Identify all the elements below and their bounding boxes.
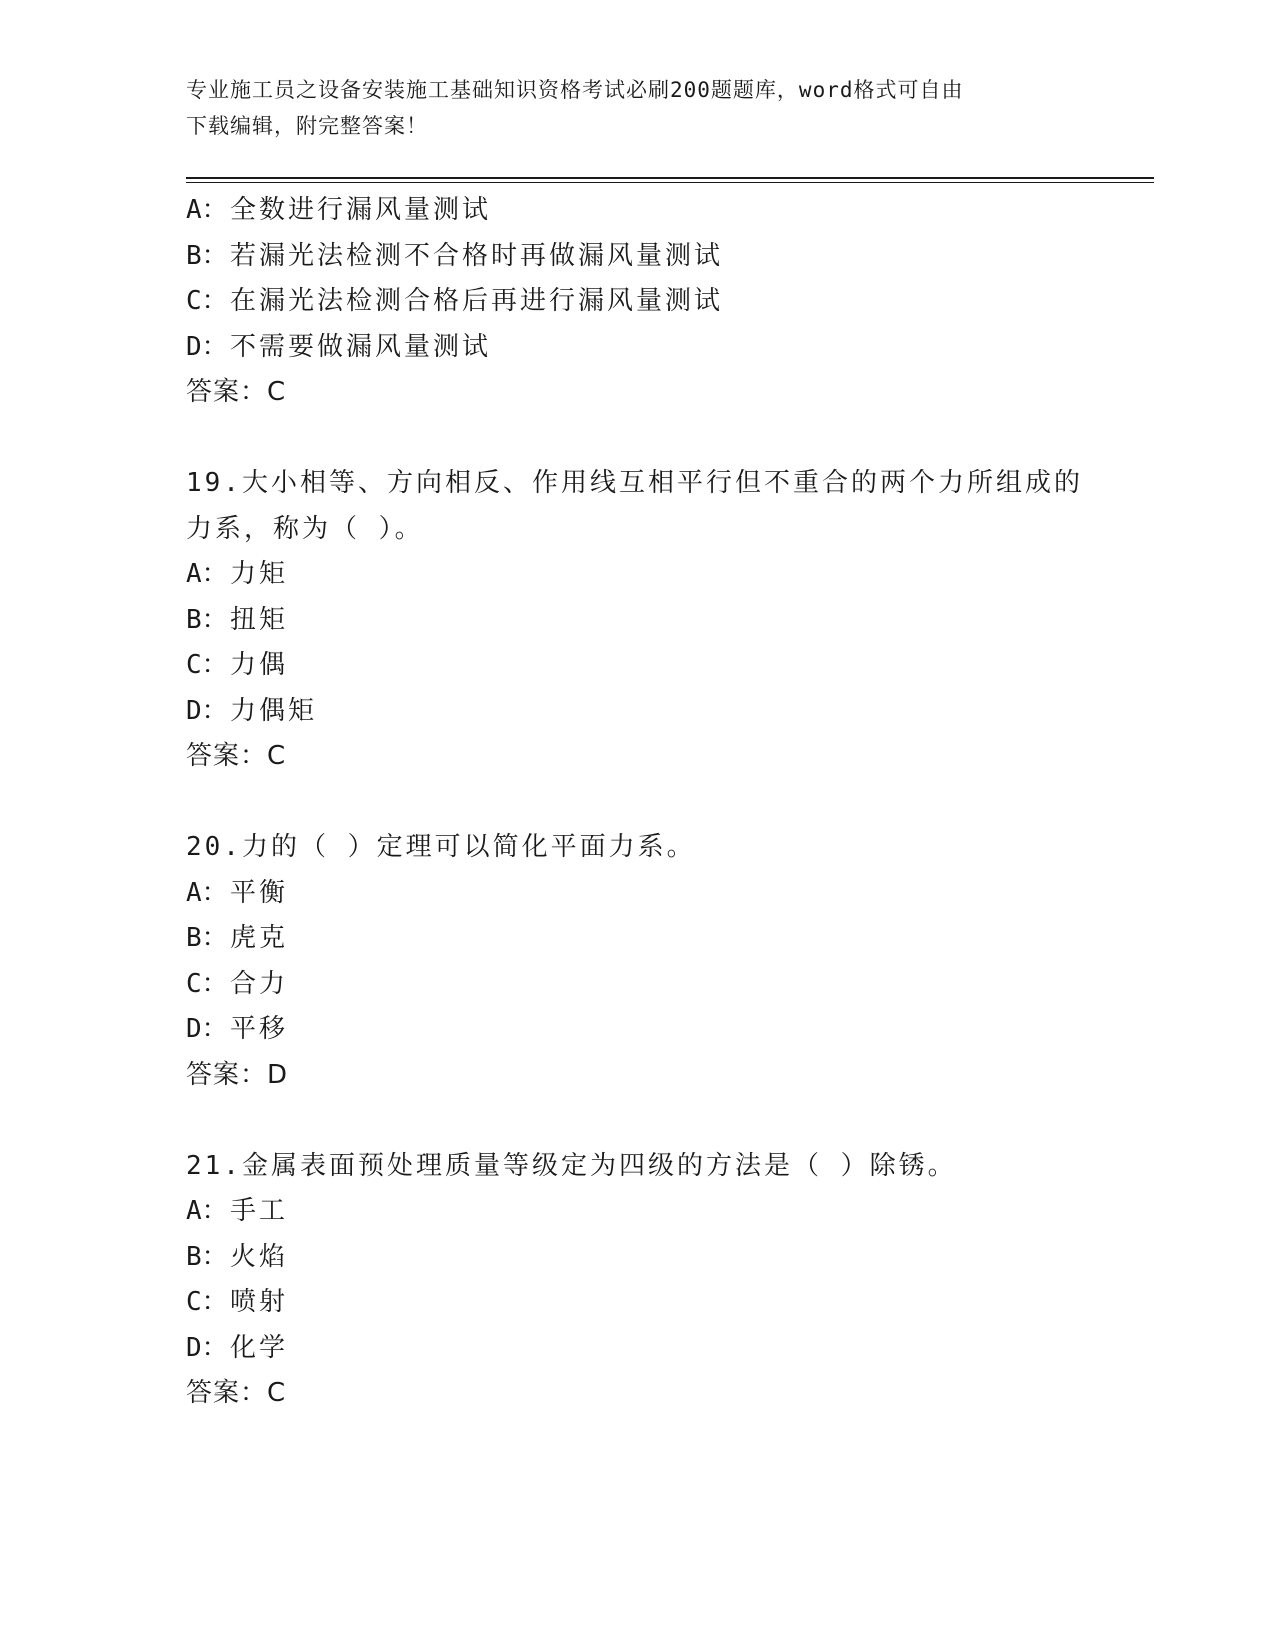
option-a (186, 871, 1086, 917)
option-key: B： (186, 1241, 228, 1272)
option-d (186, 689, 1086, 735)
option-text: 力矩 (230, 559, 289, 589)
answer-line: 答案：D (186, 1059, 289, 1090)
option-key: C： (186, 650, 228, 680)
option-text: 在漏光法检测合格后再进行漏风量测试 (230, 286, 724, 316)
header-divider-thin (186, 182, 1154, 183)
option-key: D： (186, 695, 228, 726)
option-text: 化学 (230, 1332, 289, 1363)
option-c (186, 962, 1086, 1008)
question-stem-line-2: 力系，称为（ ）。 (186, 513, 424, 544)
option-text: 力偶矩 (230, 695, 318, 726)
option-key: D： (186, 1014, 228, 1044)
question-block (186, 825, 1086, 1098)
option-key: A： (186, 195, 228, 225)
option-key: B： (186, 240, 228, 271)
option-text: 平移 (230, 1014, 289, 1044)
option-text: 全数进行漏风量测试 (230, 195, 492, 225)
option-text: 火焰 (230, 1241, 289, 1272)
option-key: B： (186, 604, 228, 635)
option-key: A： (186, 559, 228, 589)
option-c (186, 643, 1086, 689)
option-b (186, 1235, 1086, 1281)
option-key: C： (186, 286, 228, 316)
option-b (186, 234, 1086, 280)
option-text: 不需要做漏风量测试 (230, 331, 492, 362)
question-block (186, 188, 1086, 416)
header-divider-thick (186, 177, 1154, 179)
option-key: C： (186, 1287, 228, 1317)
option-key: D： (186, 1332, 228, 1363)
option-b (186, 916, 1086, 962)
option-text: 扭矩 (230, 604, 289, 635)
option-c (186, 279, 1086, 325)
option-text: 若漏光法检测不合格时再做漏风量测试 (230, 240, 724, 271)
question-stem-line-1: 21.金属表面预处理质量等级定为四级的方法是（ ）除锈。 (186, 1150, 957, 1181)
option-text: 手工 (230, 1196, 289, 1226)
option-d (186, 1326, 1086, 1372)
option-text: 力偶 (230, 650, 289, 680)
option-text: 平衡 (230, 877, 289, 908)
option-d (186, 1007, 1086, 1053)
option-text: 合力 (230, 968, 289, 999)
option-text: 喷射 (230, 1287, 289, 1317)
header-title-line-2: 下载编辑，附完整答案！ (186, 114, 428, 138)
option-key: A： (186, 877, 228, 908)
answer-line: 答案：C (186, 1378, 287, 1408)
option-key: A： (186, 1196, 228, 1226)
answer-line: 答案：C (186, 377, 287, 407)
option-text: 虎克 (230, 923, 289, 953)
option-a (186, 552, 1086, 598)
question-block (186, 1144, 1086, 1417)
question-stem-line-1: 20.力的（ ）定理可以简化平面力系。 (186, 832, 696, 862)
question-block (186, 461, 1086, 780)
question-list (186, 188, 1086, 1462)
option-a (186, 188, 1086, 234)
document-header (186, 72, 1066, 144)
option-d (186, 325, 1086, 371)
option-a (186, 1189, 1086, 1235)
question-stem-line-1: 19.大小相等、方向相反、作用线互相平行但不重合的两个力所组成的 (186, 468, 1083, 498)
option-b (186, 598, 1086, 644)
option-key: B： (186, 923, 228, 953)
option-key: C： (186, 968, 228, 999)
answer-line: 答案：C (186, 741, 287, 771)
option-key: D： (186, 331, 228, 362)
header-title-line-1: 专业施工员之设备安装施工基础知识资格考试必刷200题题库，word格式可自由 (186, 78, 964, 102)
option-c (186, 1280, 1086, 1326)
